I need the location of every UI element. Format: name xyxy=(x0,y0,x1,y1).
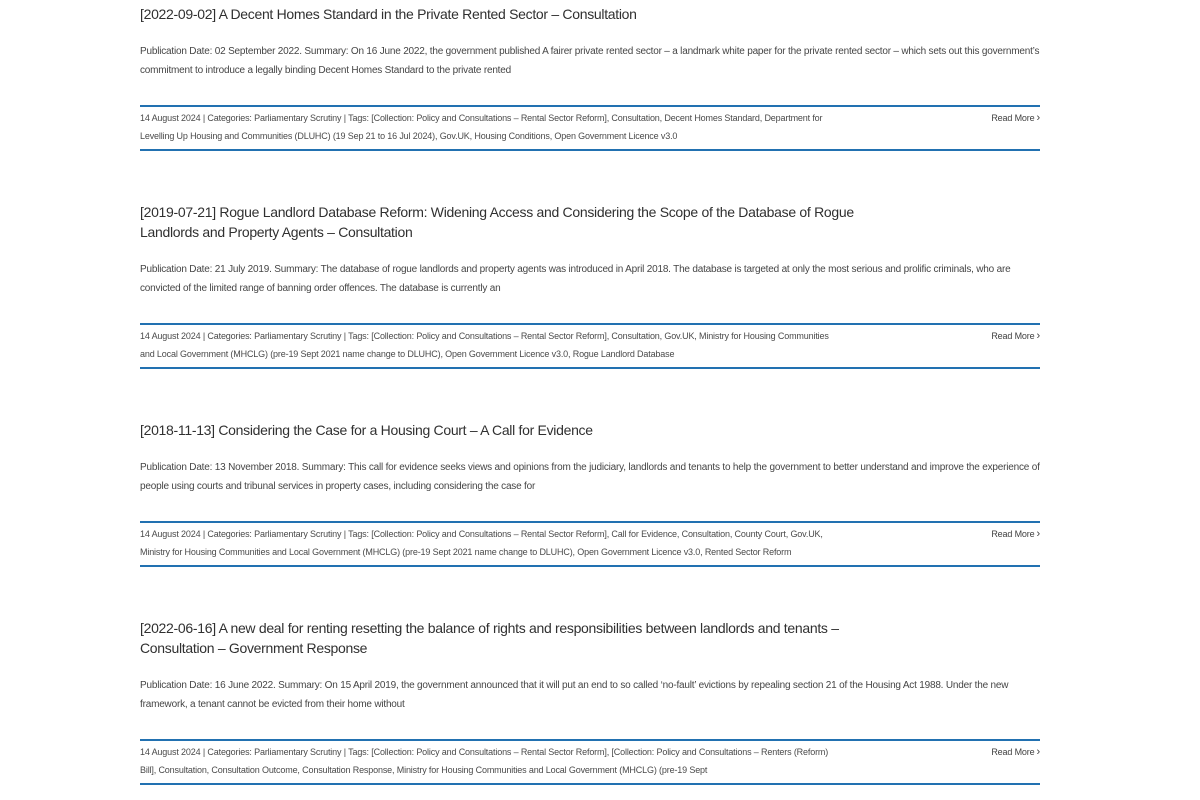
post-date: 14 August 2024 xyxy=(140,331,201,341)
meta-separator: | xyxy=(343,113,346,123)
tags-label: Tags: xyxy=(348,747,369,757)
post-meta-text xyxy=(140,328,845,363)
read-more-label: Read More xyxy=(991,113,1035,123)
tags-label: Tags: xyxy=(348,113,369,123)
chevron-right-icon: › xyxy=(1036,112,1040,124)
read-more-label: Read More xyxy=(991,747,1035,757)
post-meta-bar xyxy=(140,739,1040,785)
post-item xyxy=(140,4,1040,151)
meta-separator: | xyxy=(343,747,346,757)
tags-label: Tags: xyxy=(348,529,369,539)
meta-separator: | xyxy=(343,529,346,539)
post-item xyxy=(140,618,1040,785)
read-more-link[interactable] xyxy=(991,744,1040,762)
categories-label: Categories: xyxy=(207,529,252,539)
chevron-right-icon: › xyxy=(1036,746,1040,758)
post-title[interactable]: [2019-07-21] Rogue Landlord Database Reform: Widening Access and Considering the Scope of the Database of Rogue Landlords and Property Agents – Consultation xyxy=(140,204,854,240)
read-more-link[interactable] xyxy=(991,526,1040,544)
post-date: 14 August 2024 xyxy=(140,113,201,123)
tag-links[interactable]: [Collection: Policy and Consultations – Rental Sector Reform], Consultation, Decent Homes Standard, Department for Levelling Up Housing and Communities (DLUHC) (19 Sep 21 to 16 Jul 2024), Gov.UK, Housing Conditions, Open Government Licence v3.0 xyxy=(140,113,823,141)
post-meta-bar xyxy=(140,105,1040,151)
tag-links[interactable]: [Collection: Policy and Consultations – Rental Sector Reform], Call for Evidence, Consultation, County Court, Gov.UK, Ministry for Housing Communities and Local Government (MHCLG) (pre-19 Sept 2021 name change to DLUHC), Open Government Licence v3.0, Rented Sector Reform xyxy=(140,529,823,557)
post-meta-bar xyxy=(140,521,1040,567)
post-item xyxy=(140,202,1040,369)
post-meta-bar xyxy=(140,323,1040,369)
category-link[interactable]: Parliamentary Scrutiny xyxy=(254,529,342,539)
read-more-link[interactable] xyxy=(991,328,1040,346)
meta-separator: | xyxy=(202,331,206,341)
category-link[interactable]: Parliamentary Scrutiny xyxy=(254,113,342,123)
categories-label: Categories: xyxy=(207,113,252,123)
post-meta-text xyxy=(140,744,845,779)
chevron-right-icon: › xyxy=(1036,528,1040,540)
categories-label: Categories: xyxy=(207,747,252,757)
read-more-label: Read More xyxy=(991,529,1035,539)
read-more-link[interactable] xyxy=(991,110,1040,128)
meta-separator: | xyxy=(202,529,206,539)
chevron-right-icon: › xyxy=(1036,330,1040,342)
post-excerpt: Publication Date: 02 September 2022. Summary: On 16 June 2022, the government published A fairer private rented sector – a landmark white paper for the private rented sector – which sets out this government’s commitment to introduce a legally binding Decent Homes Standard to the private rented xyxy=(140,46,1040,76)
read-more-label: Read More xyxy=(991,331,1035,341)
categories-label: Categories: xyxy=(207,331,252,341)
post-date: 14 August 2024 xyxy=(140,529,201,539)
tags-label: Tags: xyxy=(348,331,369,341)
post-date: 14 August 2024 xyxy=(140,747,201,757)
tag-links[interactable]: [Collection: Policy and Consultations – Rental Sector Reform], [Collection: Policy and Consultations – Renters (Reform) Bill], Consultation, Consultation Outcome, Consultation Response, Ministry for Housing Communities and Local Government (MHCLG) (pre-19 Sept xyxy=(140,747,829,775)
post-meta-text xyxy=(140,526,845,561)
meta-separator: | xyxy=(202,747,206,757)
post-excerpt: Publication Date: 21 July 2019. Summary: The database of rogue landlords and property agents was introduced in April 2018. The database is targeted at only the most serious and prolific criminals, who are convicted of the limited range of banning order offences. The database is currently an xyxy=(140,264,1011,294)
post-title[interactable]: [2022-09-02] A Decent Homes Standard in the Private Rented Sector – Consultation xyxy=(140,6,637,22)
category-link[interactable]: Parliamentary Scrutiny xyxy=(254,331,342,341)
post-excerpt: Publication Date: 16 June 2022. Summary: On 15 April 2019, the government announced that it will put an end to so called ‘no-fault’ evictions by repealing section 21 of the Housing Act 1988. Under the new framework, a tenant cannot be evicted from their home without xyxy=(140,680,1009,710)
meta-separator: | xyxy=(202,113,206,123)
meta-separator: | xyxy=(343,331,346,341)
post-title[interactable]: [2022-06-16] A new deal for renting resetting the balance of rights and responsibilities between landlords and tenants – Consultation – Government Response xyxy=(140,620,839,656)
post-meta-text xyxy=(140,110,845,145)
post-item xyxy=(140,420,1040,567)
post-excerpt: Publication Date: 13 November 2018. Summary: This call for evidence seeks views and opinions from the judiciary, landlords and tenants to help the government to better understand and improve the experience of people using courts and tribunal services in property cases, including considering the case for xyxy=(140,462,1040,492)
tag-links[interactable]: [Collection: Policy and Consultations – Rental Sector Reform], Consultation, Gov.UK, Ministry for Housing Communities and Local Government (MHCLG) (pre-19 Sept 2021 name change to DLUHC), Open Government Licence v3.0, Rogue Landlord Database xyxy=(140,331,829,359)
category-link[interactable]: Parliamentary Scrutiny xyxy=(254,747,342,757)
post-title[interactable]: [2018-11-13] Considering the Case for a Housing Court – A Call for Evidence xyxy=(140,422,593,438)
